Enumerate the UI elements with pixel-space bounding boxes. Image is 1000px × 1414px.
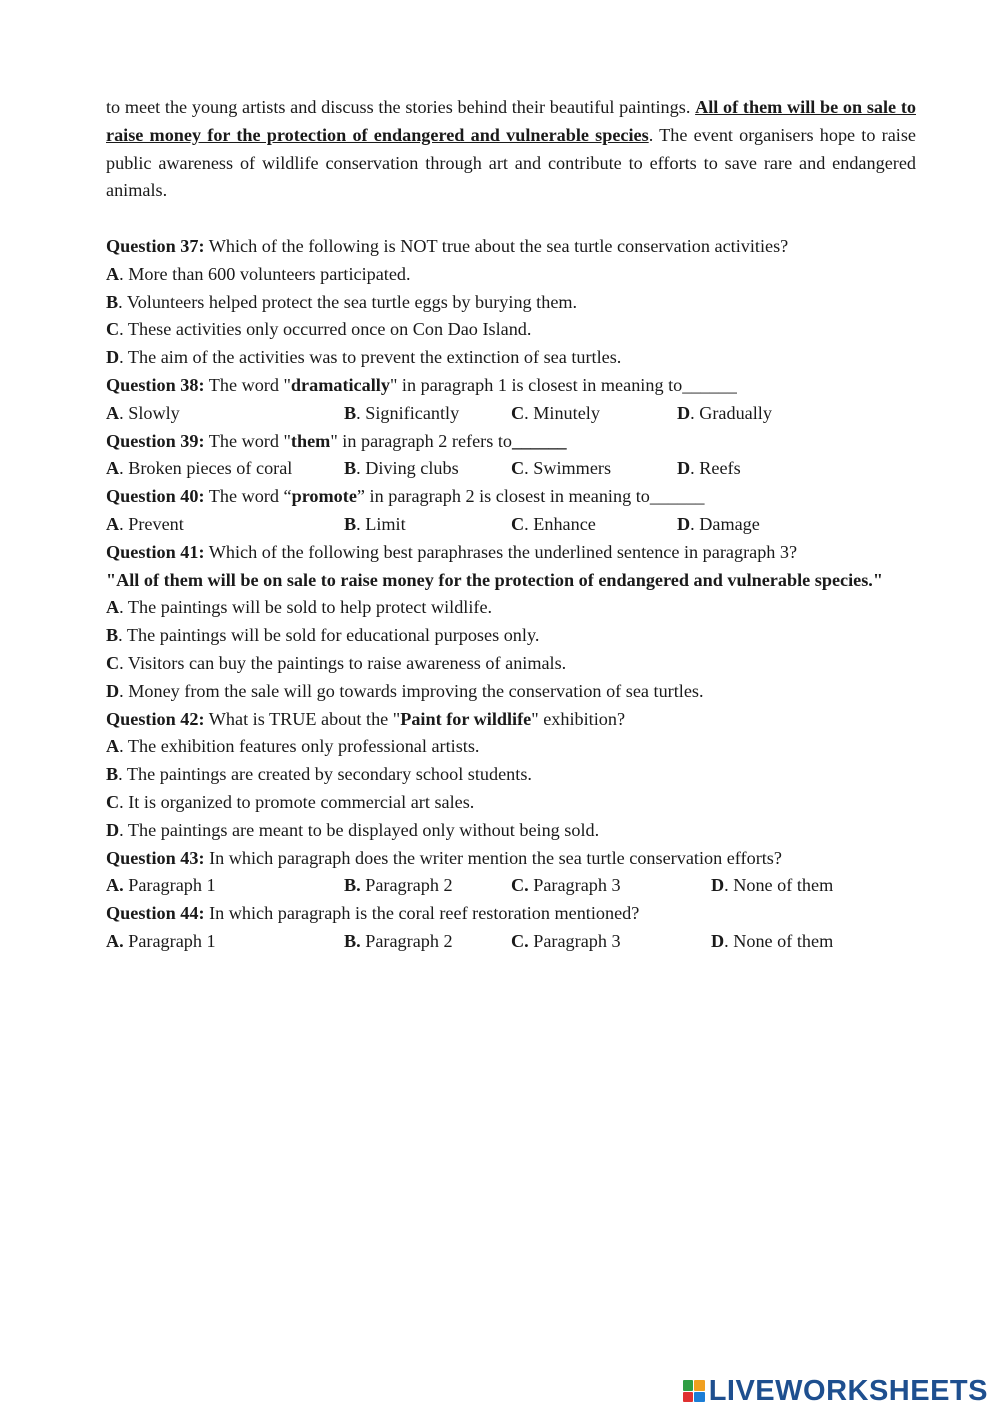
option-text: . None of them: [724, 930, 834, 951]
question-stem: " in paragraph 2 refers to: [330, 430, 512, 451]
question-label: Question 37:: [106, 235, 205, 256]
option-c[interactable]: [511, 872, 711, 900]
question-label: Question 44:: [106, 903, 205, 924]
option-c[interactable]: [106, 789, 916, 817]
question-43: [106, 845, 916, 873]
question-stem: " in paragraph 1 is closest in meaning to______: [389, 374, 737, 395]
option-a[interactable]: [106, 594, 916, 622]
question-label: Question 40:: [106, 486, 205, 507]
option-letter: C.: [511, 875, 529, 896]
underlined-sentence: All of them will be on sale to raise money for the protection of endangered and vulnerable species: [106, 97, 916, 145]
option-letter: C: [106, 319, 120, 340]
quoted-sentence: "All of them will be on sale to raise money for the protection of endangered and vulnerable species.": [106, 569, 883, 590]
option-text: . The paintings will be sold for educational purposes only.: [118, 625, 540, 646]
answer-blank: ______: [511, 430, 567, 451]
option-text: . Enhance: [524, 513, 596, 534]
option-letter: A: [106, 263, 120, 284]
question-stem: ” in paragraph 2 is closest in meaning to______: [356, 486, 705, 507]
option-letter: B: [106, 625, 119, 646]
option-text: . Slowly: [119, 402, 180, 423]
options-row: [106, 872, 916, 900]
logo-text: LIVEWORKSHEETS: [708, 1374, 988, 1407]
question-38: [106, 372, 916, 400]
question-stem: " exhibition?: [531, 708, 626, 729]
option-text: Paragraph 3: [528, 930, 621, 951]
option-a[interactable]: [106, 733, 916, 761]
question-label: Question 39:: [106, 430, 205, 451]
option-b[interactable]: [344, 455, 511, 483]
option-text: . Money from the sale will go towards improving the conservation of sea turtles.: [119, 680, 704, 701]
target-word: promote: [291, 486, 357, 507]
option-a[interactable]: [106, 261, 916, 289]
option-text: . Visitors can buy the paintings to raise awareness of animals.: [119, 652, 567, 673]
question-44: [106, 900, 916, 928]
option-text: . Diving clubs: [356, 458, 459, 479]
question-37: [106, 233, 916, 261]
option-text: Paragraph 3: [528, 875, 621, 896]
option-letter: C: [511, 458, 525, 479]
option-text: . Prevent: [119, 513, 184, 534]
target-word: dramatically: [290, 374, 390, 395]
option-text: . Significantly: [356, 402, 460, 423]
option-text: Paragraph 2: [360, 875, 453, 896]
question-stem: What is TRUE about the ": [204, 708, 401, 729]
option-letter: C: [106, 791, 120, 812]
option-letter: D: [677, 402, 691, 423]
option-letter: B.: [344, 930, 361, 951]
option-text: . Broken pieces of coral: [119, 458, 293, 479]
question-40: [106, 483, 916, 511]
option-d[interactable]: [711, 928, 833, 956]
option-letter: B: [344, 513, 357, 534]
option-text: . The paintings are created by secondary school students.: [118, 764, 532, 785]
question-stem: The word ": [204, 430, 291, 451]
question-39: [106, 428, 916, 456]
question-label: Question 41:: [106, 541, 205, 562]
option-c[interactable]: [511, 928, 711, 956]
option-letter: D: [711, 930, 725, 951]
option-text: . Volunteers helped protect the sea turtle eggs by burying them.: [118, 291, 578, 312]
option-text: Paragraph 1: [123, 875, 216, 896]
option-b[interactable]: [106, 761, 916, 789]
option-d[interactable]: [106, 817, 916, 845]
option-b[interactable]: [344, 928, 511, 956]
option-letter: D: [106, 347, 120, 368]
question-label: Question 38:: [106, 374, 205, 395]
option-text: . Limit: [356, 513, 406, 534]
option-text: . Swimmers: [524, 458, 612, 479]
target-word: Paint for wildlife: [400, 708, 532, 729]
option-text: Paragraph 1: [123, 930, 216, 951]
option-text: . More than 600 volunteers participated.: [119, 263, 411, 284]
option-c[interactable]: [511, 455, 677, 483]
option-text: . The exhibition features only professional artists.: [119, 736, 480, 757]
option-a[interactable]: [106, 928, 344, 956]
option-a[interactable]: [106, 511, 344, 539]
question-42: [106, 706, 916, 734]
option-d[interactable]: [677, 400, 772, 428]
option-letter: B: [106, 764, 119, 785]
option-letter: D: [106, 680, 120, 701]
option-c[interactable]: [511, 511, 677, 539]
question-label: Question 43:: [106, 847, 205, 868]
question-stem: Which of the following best paraphrases the underlined sentence in paragraph 3?: [204, 541, 798, 562]
target-word: them: [290, 430, 331, 451]
option-letter: A: [106, 458, 120, 479]
option-letter: D: [711, 875, 725, 896]
options-row: [106, 928, 916, 956]
liveworksheets-logo: [683, 1376, 988, 1406]
option-c[interactable]: [511, 400, 677, 428]
option-letter: C: [511, 513, 525, 534]
option-letter: D: [677, 458, 691, 479]
option-letter: A: [106, 402, 120, 423]
option-letter: A: [106, 736, 120, 757]
options-row: [106, 400, 916, 428]
option-d[interactable]: [106, 678, 916, 706]
question-41: [106, 539, 916, 567]
option-text: . The paintings will be sold to help protect wildlife.: [119, 597, 493, 618]
paragraph-text: to meet the young artists and discuss the stories behind their beautiful paintings.: [106, 97, 696, 117]
option-text: . The aim of the activities was to prevent the extinction of sea turtles.: [119, 347, 622, 368]
question-stem: The word ": [204, 374, 291, 395]
option-text: Paragraph 2: [360, 930, 453, 951]
option-d[interactable]: [677, 511, 760, 539]
question-stem: In which paragraph does the writer mention the sea turtle conservation efforts?: [204, 847, 782, 868]
option-letter: C: [106, 652, 120, 673]
option-c[interactable]: [106, 650, 916, 678]
option-letter: A.: [106, 930, 124, 951]
option-text: . Reefs: [690, 458, 741, 479]
option-letter: A: [106, 513, 120, 534]
option-letter: D: [106, 819, 120, 840]
option-d[interactable]: [711, 872, 833, 900]
option-text: . Gradually: [690, 402, 772, 423]
option-letter: B: [344, 402, 357, 423]
option-d[interactable]: [106, 344, 916, 372]
option-letter: B: [106, 291, 119, 312]
option-text: . The paintings are meant to be displayed only without being sold.: [119, 819, 600, 840]
option-letter: A: [106, 597, 120, 618]
paragraph-text: . The event organisers hope to raise public awareness of wildlife conservation through art and contribute to efforts to save rare and endangered animals.: [106, 124, 916, 201]
option-letter: D: [677, 513, 691, 534]
option-text: . Damage: [690, 513, 760, 534]
option-letter: C: [511, 402, 525, 423]
liveworksheets-logo-icon: [683, 1380, 705, 1402]
option-letter: C.: [511, 930, 529, 951]
worksheet-page: [106, 94, 916, 956]
option-b[interactable]: [344, 400, 511, 428]
option-letter: B.: [344, 875, 361, 896]
question-label: Question 42:: [106, 708, 205, 729]
option-a[interactable]: [106, 400, 344, 428]
question-stem: In which paragraph is the coral reef restoration mentioned?: [204, 903, 640, 924]
option-letter: A.: [106, 875, 124, 896]
option-b[interactable]: [344, 511, 511, 539]
option-a[interactable]: [106, 455, 344, 483]
option-c[interactable]: [106, 316, 916, 344]
question-stem: Which of the following is NOT true about the sea turtle conservation activities?: [204, 235, 789, 256]
question-stem: The word “: [204, 486, 292, 507]
option-b[interactable]: [106, 622, 916, 650]
option-text: . Minutely: [524, 402, 600, 423]
option-b[interactable]: [344, 872, 511, 900]
reading-paragraph: [106, 94, 916, 205]
option-letter: B: [344, 458, 357, 479]
options-row: [106, 455, 916, 483]
option-text: . It is organized to promote commercial art sales.: [119, 791, 475, 812]
option-d[interactable]: [677, 455, 741, 483]
option-a[interactable]: [106, 872, 344, 900]
option-text: . These activities only occurred once on Con Dao Island.: [119, 319, 532, 340]
option-b[interactable]: [106, 289, 916, 317]
options-row: [106, 511, 916, 539]
option-text: . None of them: [724, 875, 834, 896]
